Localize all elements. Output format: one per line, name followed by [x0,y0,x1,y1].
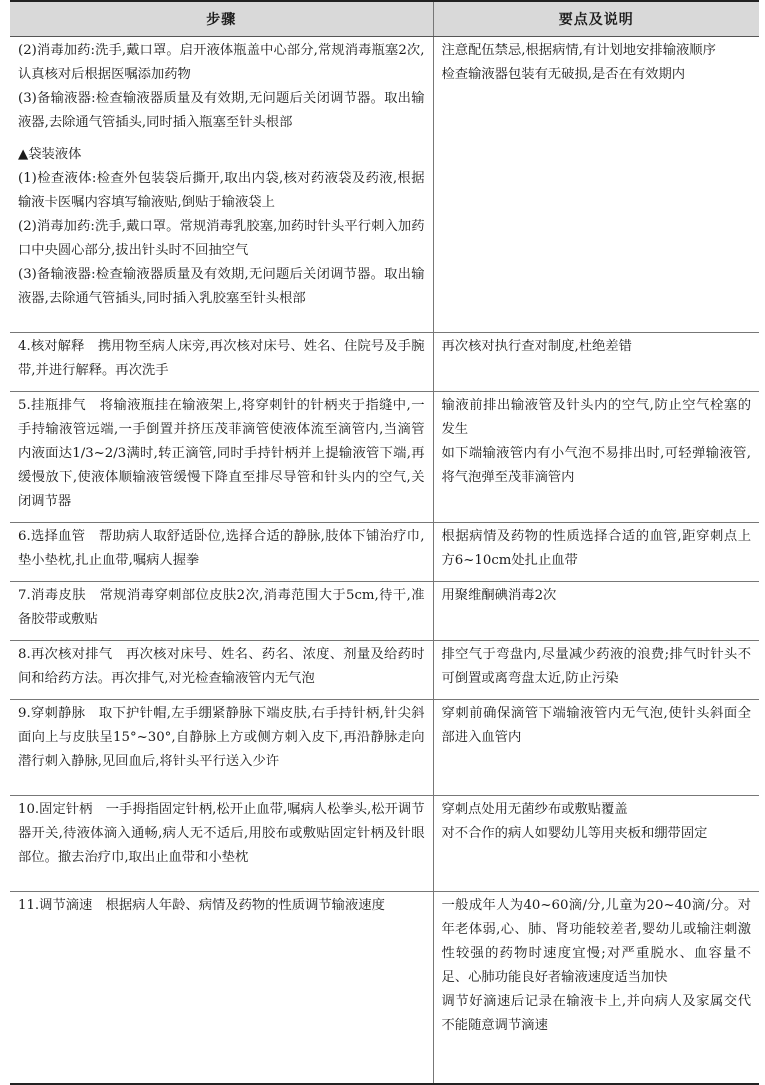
note-text: 一般成年人为40~60滴/分,儿童为20~40滴/分。对年老体弱,心、肺、肾功能较差者,婴幼儿或输注刺激性较强的药物时速度宜慢;对严重脱水、血容量不足、心肺功能良好者输液速度适当加快 [441,898,751,985]
note-text: 如下端输液管内有小气泡不易排出时,可轻弹输液管,将气泡弹至茂菲滴管内 [441,446,751,485]
note-cell [433,796,759,892]
step-text: 9.穿刺静脉 取下护针帽,左手绷紧静脉下端皮肤,右手持针柄,针尖斜面向上与皮肤呈15°~30°,自静脉上方或侧方刺入皮下,再沿静脉走向潜行刺入静脉,见回血后,将针头平行送入少许 [18,706,425,769]
note-text: 注意配伍禁忌,根据病情,有计划地安排输液顺序 [441,43,716,58]
table-row [10,37,759,333]
step-cell [10,392,433,523]
step-text: (1)检查液体:检查外包装袋后撕开,取出内袋,核对药液袋及药液,根据输液卡医嘱内容填写输液贴,倒贴于输液袋上 [18,171,425,210]
table-row [10,892,759,1084]
table-row [10,582,759,641]
step-text: 6.选择血管 帮助病人取舒适卧位,选择合适的静脉,肢体下铺治疗巾,垫小垫枕,扎止血带,嘱病人握拳 [18,529,425,568]
step-cell [10,796,433,892]
note-cell [433,641,759,700]
note-text: 检查输液器包装有无破损,是否在有效期内 [441,67,686,82]
note-text: 根据病情及药物的性质选择合适的血管,距穿刺点上方6~10cm处扎止血带 [441,529,751,568]
step-cell [10,37,433,333]
note-cell [433,392,759,523]
paragraph-gap [18,135,425,143]
note-cell [433,333,759,392]
note-text: 对不合作的病人如婴幼儿等用夹板和绷带固定 [441,826,708,841]
step-text: 4.核对解释 携用物至病人床旁,再次核对床号、姓名、住院号及手腕带,并进行解释。再次洗手 [18,339,425,378]
step-text: 10.固定针柄 一手拇指固定针柄,松开止血带,嘱病人松拳头,松开调节器开关,待液体滴入通畅,病人无不适后,用胶布或敷贴固定针柄及针眼部位。撤去治疗巾,取出止血带和小垫枕 [18,802,425,865]
step-text: 5.挂瓶排气 将输液瓶挂在输液架上,将穿刺针的针柄夹于指缝中,一手持输液管远端,一手倒置并挤压茂菲滴管使液体流至滴管内,当滴管内液面达1/3~2/3满时,转正滴管,同时手持针柄并上提输液管下端,再缓慢放下,使液体顺输液管缓慢下降直至排尽导管和针头内的空气,关闭调节器 [18,398,425,509]
note-cell [433,37,759,333]
table-body [10,37,759,1084]
note-text: 再次核对执行查对制度,杜绝差错 [441,339,632,354]
note-text: 穿刺点处用无菌纱布或敷贴覆盖 [441,802,628,817]
step-text: ▲袋装液体 [18,147,82,162]
table-row [10,392,759,523]
step-text: (3)备输液器:检查输液器质量及有效期,无问题后关闭调节器。取出输液器,去除通气管插头,同时插入乳胶塞至针头根部 [18,267,425,306]
step-cell [10,641,433,700]
note-text: 输液前排出输液管及针头内的空气,防止空气栓塞的发生 [441,398,751,437]
header-steps: 步骤 [10,1,433,37]
note-cell [433,700,759,796]
note-cell [433,582,759,641]
step-cell [10,523,433,582]
step-text: (2)消毒加药:洗手,戴口罩。启开液体瓶盖中心部分,常规消毒瓶塞2次,认真核对后根据医嘱添加药物 [18,43,425,82]
header-notes: 要点及说明 [433,1,759,37]
table-row [10,523,759,582]
step-cell [10,700,433,796]
note-cell [433,523,759,582]
step-cell [10,582,433,641]
note-text: 用聚维酮碘消毒2次 [441,588,557,603]
step-text: (3)备输液器:检查输液器质量及有效期,无问题后关闭调节器。取出输液器,去除通气管插头,同时插入瓶塞至针头根部 [18,91,425,130]
step-text: (2)消毒加药:洗手,戴口罩。常规消毒乳胶塞,加药时针头平行刺入加药口中央圆心部分,拔出针头时不回抽空气 [18,219,425,258]
table-row [10,700,759,796]
procedure-table [10,0,759,1085]
step-text: 7.消毒皮肤 常规消毒穿刺部位皮肤2次,消毒范围大于5cm,待干,准备胶带或敷贴 [18,588,425,627]
step-cell [10,333,433,392]
note-text: 调节好滴速后记录在输液卡上,并向病人及家属交代不能随意调节滴速 [441,994,751,1033]
step-cell [10,892,433,1084]
document-page [10,0,759,1085]
step-text: 11.调节滴速 根据病人年龄、病情及药物的性质调节输液速度 [18,898,385,913]
step-text: 8.再次核对排气 再次核对床号、姓名、药名、浓度、剂量及给药时间和给药方法。再次排气,对光检查输液管内无气泡 [18,647,425,686]
table-row [10,641,759,700]
table-row [10,333,759,392]
note-text: 排空气于弯盘内,尽量减少药液的浪费;排气时针头不可倒置或离弯盘太近,防止污染 [441,647,751,686]
table-row [10,796,759,892]
note-cell [433,892,759,1084]
table-header-row [10,1,759,37]
note-text: 穿刺前确保滴管下端输液管内无气泡,使针头斜面全部进入血管内 [441,706,751,745]
